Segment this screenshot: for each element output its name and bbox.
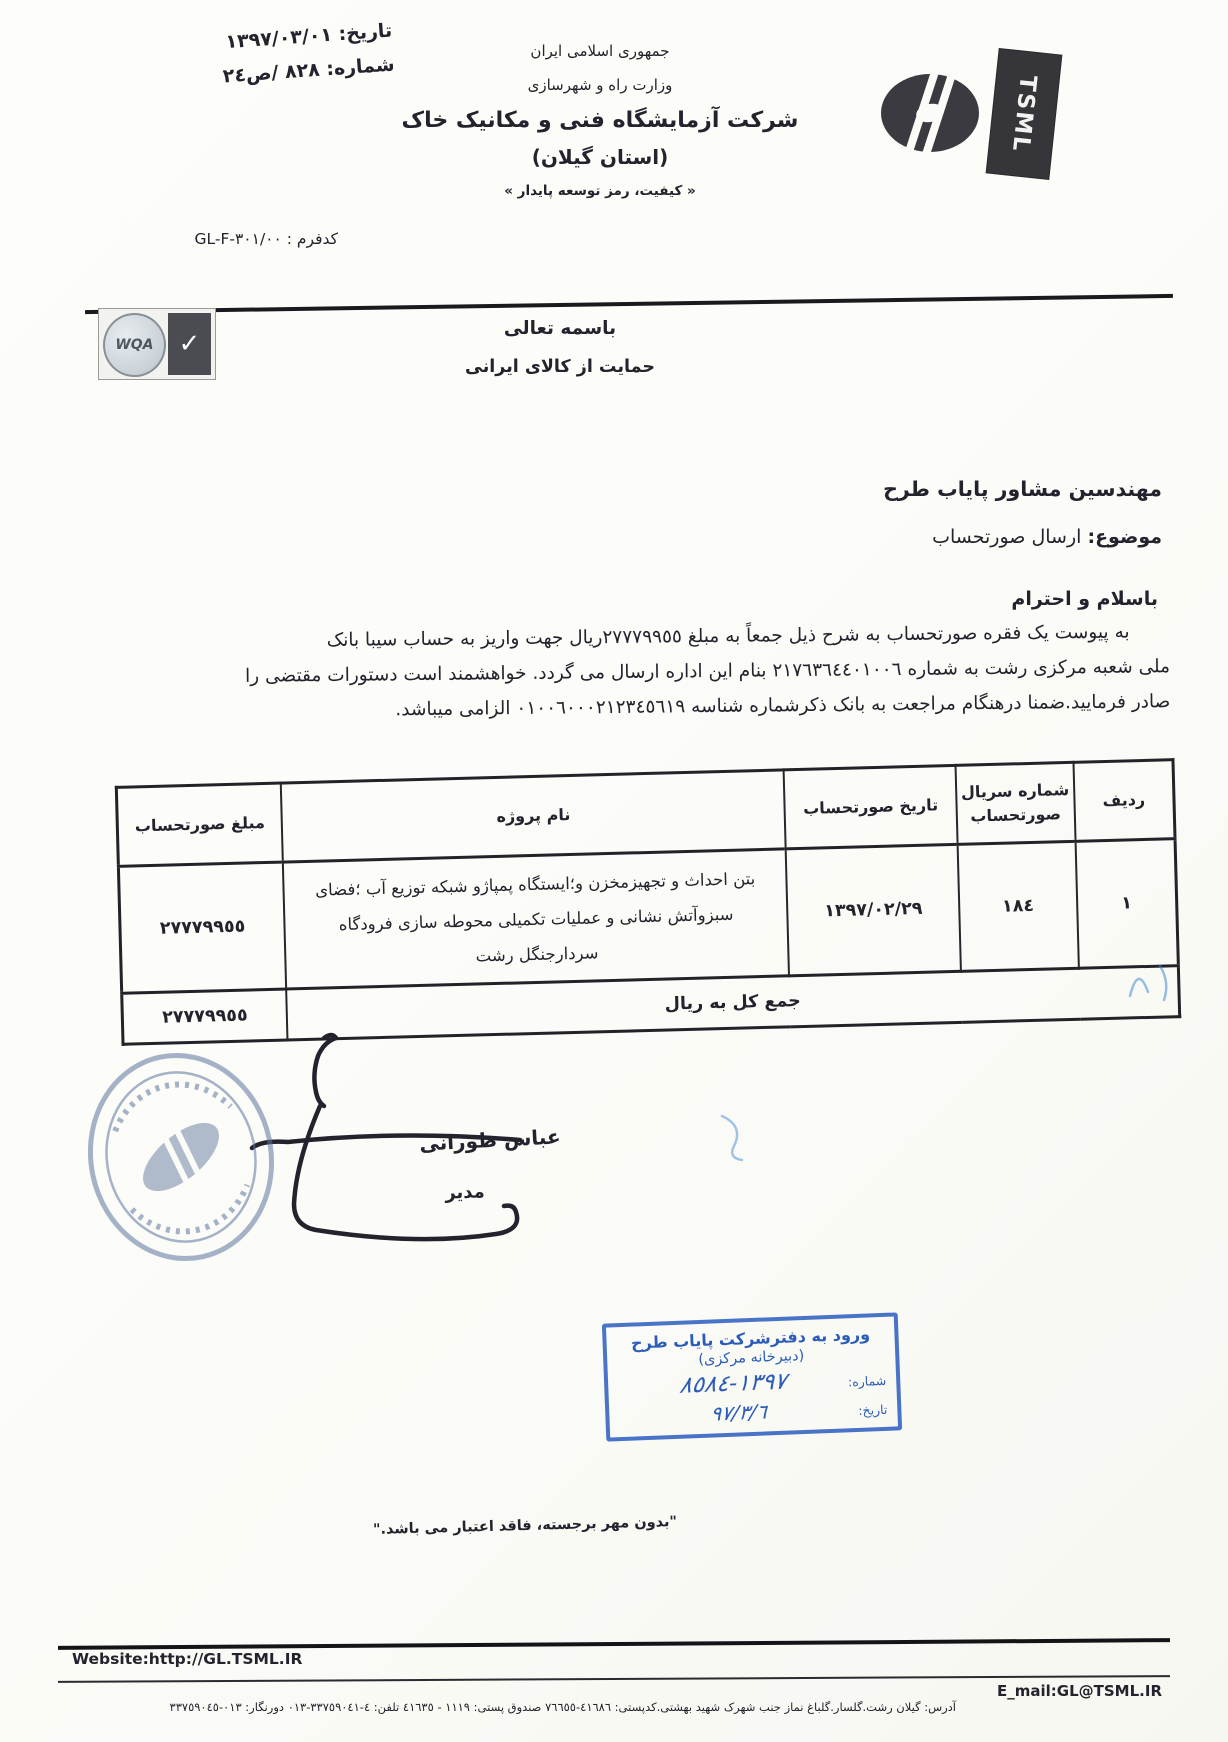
recipient: مهندسین مشاور پایاب طرح bbox=[883, 477, 1162, 501]
signatory-title: مدیر bbox=[444, 1181, 486, 1204]
cell-serial: ١٨٤ bbox=[957, 841, 1078, 971]
subject-label: موضوع: bbox=[1087, 526, 1162, 548]
entry-stamp-date-value: ٩٧/٣/٦ bbox=[709, 1399, 769, 1426]
cell-row-no: ١ bbox=[1075, 839, 1178, 969]
entry-stamp-line2: (دبیرخانه مرکزی) bbox=[697, 1347, 805, 1369]
ministry-title: وزارت راه و شهرسازی bbox=[527, 76, 673, 94]
signatory-name: عباس طورانی bbox=[418, 1124, 562, 1156]
date-label: تاریخ: bbox=[337, 19, 393, 46]
handwriting-mark bbox=[1118, 952, 1190, 1014]
footer-website: Website:http://GL.TSML.IR bbox=[72, 1650, 303, 1668]
entry-stamp-line1: ورود به دفترشرکت پایاب طرح bbox=[630, 1324, 871, 1353]
salutation: باسلام و احترام bbox=[1011, 588, 1158, 610]
col-row-no: ردیف bbox=[1073, 760, 1175, 842]
cell-amount: ٢٧٧٧٩٩٥٥ bbox=[118, 862, 286, 993]
entry-stamp bbox=[602, 1312, 902, 1441]
col-project: نام پروژه bbox=[281, 770, 786, 862]
tsml-wordmark-text: TSML bbox=[1007, 73, 1041, 155]
company-title: شرکت آزمایشگاه فنی و مکانیک خاک bbox=[401, 108, 799, 133]
total-label: جمع کل به ریال bbox=[286, 966, 1179, 1040]
cell-date: ١٣٩٧/٠٢/٢٩ bbox=[786, 844, 961, 975]
letter-body bbox=[57, 614, 1170, 731]
cell-project: بتن احداث و تجهیزمخزن و؛ایستگاه پمپاژو شبکه توزیع آب ؛فضای سبزوآتش نشانی و عملیات تکمیلی محوطه سازی فرودگاه سردارجنگل رشت bbox=[283, 849, 789, 989]
number-value: ٨٢٨ /ص٢٤ bbox=[222, 58, 321, 88]
form-code-value: GL-F-٣٠١/٠٠ bbox=[194, 230, 282, 248]
header-divider bbox=[85, 294, 1173, 314]
body-line-1: به پیوست یک فقره صورتحساب به شرح ذیل جمعاً به مبلغ ٢٧٧٧٩٩٥٥ریال جهت واریز به حساب سیبا بانک bbox=[326, 621, 1130, 652]
slogan: « کیفیت، رمز توسعه پایدار » bbox=[504, 183, 696, 199]
form-code bbox=[88, 230, 338, 248]
subject-value: ارسال صورتحساب bbox=[932, 526, 1082, 548]
footer-email: E_mail:GL@TSML.IR bbox=[997, 1682, 1162, 1700]
campaign-slogan: حمایت از کالای ایرانی bbox=[465, 357, 655, 377]
footer-divider-heavy bbox=[58, 1638, 1170, 1650]
disclaimer: "بدون مهر برجسته، فاقد اعتبار می باشد." bbox=[372, 1514, 678, 1538]
handwriting-mark bbox=[700, 1100, 772, 1172]
number-label: شماره: bbox=[325, 53, 396, 81]
footer-address: آدرس: گیلان رشت.گلسار.گلباغ نماز جنب شهرک شهید بهشتی.کدپستی: ٤١٦٨٦-٧٦٦٥٥ صندوق پستی: ١١١٩ - ٤١٦٣٥ تلفن: ٤-٣٣٧٥٩٠٤١-٠١٣ دورنگار: ٠١٣-٣٣٧٥٩٠٤٥ bbox=[169, 1700, 956, 1714]
col-date: تاریخ صورتحساب bbox=[784, 765, 958, 848]
body-line-2: ملی شعبه مرکزی رشت به شماره ٢١٧٦٣٦٤٤٠١٠٠٦ بنام این اداره ارسال می گردد. خواهشمند است دستورات مقتضی را bbox=[244, 656, 1171, 687]
invoice-table bbox=[115, 758, 1181, 1046]
form-code-label: کدفرم : bbox=[286, 230, 338, 248]
invoice-table-wrap bbox=[115, 758, 1181, 1046]
entry-stamp-date-label: تاریخ: bbox=[857, 1401, 888, 1418]
entry-stamp-date-row bbox=[619, 1395, 888, 1429]
tsml-wordmark bbox=[987, 49, 1062, 179]
col-serial: شماره سریال صورتحساب bbox=[955, 762, 1075, 844]
total-amount: ٢٧٧٧٩٩٥٥ bbox=[122, 989, 288, 1044]
date-value: ١٣٩٧/٠٣/٠١ bbox=[224, 23, 333, 54]
col-amount: مبلغ صورتحساب bbox=[116, 783, 283, 866]
tsml-oval-logo-icon bbox=[878, 66, 982, 160]
entry-stamp-number-value: ١٣٩٧-٨٥٨٤ bbox=[678, 1368, 788, 1399]
province-title: (استان گیلان) bbox=[531, 145, 669, 169]
basmala: باسمه تعالی bbox=[503, 318, 617, 339]
ukas-check-icon: ✓ bbox=[168, 313, 211, 375]
entry-stamp-number-label: شماره: bbox=[847, 1372, 887, 1390]
body-line-3: صادر فرمایید.ضمنا درهنگام مراجعت به بانک ذکرشماره شناسه ٠١٠٠٦٠٠٠٢١٢٣٤٥٦١٩ الزامی میباشد. bbox=[395, 691, 1171, 721]
wqa-certification-badge bbox=[98, 308, 216, 380]
country-title: جمهوری اسلامی ایران bbox=[530, 42, 670, 60]
wqa-globe-icon: WQA bbox=[103, 313, 166, 377]
subject-line bbox=[932, 526, 1162, 548]
letterhead bbox=[320, 42, 880, 199]
